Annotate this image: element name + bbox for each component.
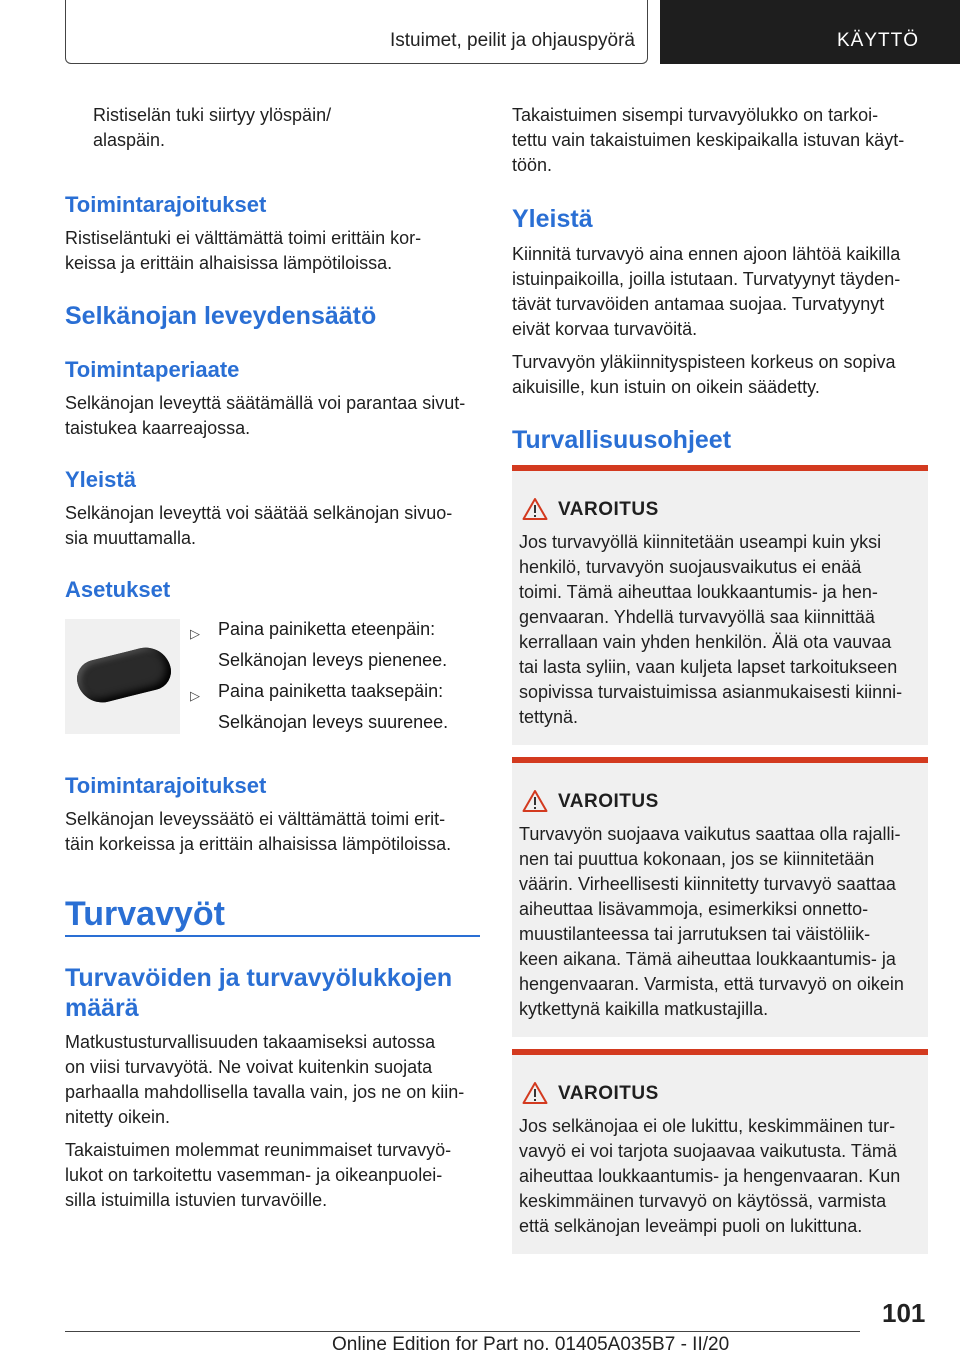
footer-rule [65, 1331, 860, 1332]
count-p1-line-3: parhaalla mahdollisella tavalla vain, jos ne on kiin- [65, 1082, 465, 1102]
warning-line: Turvavyön suojaava vaikutus saattaa olla rajalli- [519, 824, 901, 844]
intro-line-2: alaspäin. [93, 130, 166, 150]
warning-line: sopivissa turvaistuimissa asianmukaisesti kiinni- [519, 682, 903, 702]
warning-triangle-icon [522, 497, 548, 521]
general-left-line-1: Selkänojan leveyttä voi säätää selkänojan sivuo- [65, 503, 453, 523]
general-right-p1-line-4: eivät korvaa turvavöitä. [512, 319, 698, 339]
warning-body [519, 530, 924, 730]
right-intro-line-1: Takaistuimen sisempi turvavyölukko on tarkoi- [512, 105, 879, 125]
limits2-line-1: Selkänojan leveyssäätö ei välttämättä toimi erit- [65, 809, 446, 829]
page-number: 101 [882, 1298, 926, 1328]
general-right-p1-line-2: istuinpaikoilla, joilla istutaan. Turvatyynyt täyden- [512, 269, 901, 289]
right-intro-line-3: töön. [512, 155, 553, 175]
count-p2-line-1: Takaistuimen molemmat reunimmaiset turvavyö- [65, 1140, 452, 1160]
principle-line-2: taistukea kaarreajossa. [65, 418, 251, 438]
general-left-line-2: sia muuttamalla. [65, 528, 197, 548]
count-p1-line-1: Matkustusturvallisuuden takaamiseksi autossa [65, 1032, 436, 1052]
count-p2-line-2: lukot on tarkoitettu vasemman- ja oikeanpuolei- [65, 1165, 443, 1185]
general-right-p2-line-1: Turvavyön yläkiinnityspisteen korkeus on sopiva [512, 352, 896, 372]
general-right-p1-line-1: Kiinnitä turvavyö aina ennen ajoon lähtöä kaikilla [512, 244, 901, 264]
heading-general-right: Yleistä [512, 205, 593, 233]
adjust-button-icon [73, 642, 175, 707]
warning-line: aiheuttaa loukkaantumis- ja hengenvaaran. Kun [519, 1166, 901, 1186]
warning-line: hengenvaaran. Varmista, että turvavyö on oikein [519, 974, 904, 994]
warning-line: kerrallaan vain yhden henkilön. Älä ota vauvaa [519, 632, 892, 652]
heading-general-left: Yleistä [65, 467, 136, 492]
heading-seat-belts: Turvavyöt [65, 895, 225, 933]
header-section-box [65, 0, 648, 64]
warning-box-1 [512, 465, 928, 745]
heading-belt-count-line-2: määrä [65, 994, 139, 1022]
heading-safety: Turvallisuusohjeet [512, 426, 732, 454]
heading-principle: Toimintaperiaate [65, 357, 240, 382]
triangle-bullet-icon: ▷ [190, 688, 200, 703]
header-section-title: Istuimet, peilit ja ohjauspyörä [389, 30, 635, 51]
footer-edition: Online Edition for Part no. 01405A035B7 - II/20 [332, 1334, 730, 1355]
warning-line: toimi. Tämä aiheuttaa loukkaantumis- ja hen- [519, 582, 878, 602]
right-intro-line-2: tettu vain takaistuimen keskipaikalla istuvan käyt- [512, 130, 905, 150]
heading-limits-2: Toimintarajoitukset [65, 773, 267, 798]
warning-line: henkilö, turvavyön suojausvaikutus ei enää [519, 557, 862, 577]
backrest-width-button-image [65, 619, 180, 734]
warning-line: muustilanteessa tai jarrutuksen tai väistöliik- [519, 924, 871, 944]
warning-triangle-icon [522, 1081, 548, 1105]
warning-line: kytkettynä kaikilla matkustajilla. [519, 999, 769, 1019]
general-right-p2-line-2: aikuisille, kun istuin on oikein säädetty. [512, 377, 820, 397]
count-p1-line-4: nitetty oikein. [65, 1107, 171, 1127]
warning-body [519, 822, 924, 1022]
warning-line: aiheuttaa lisävammoja, esimerkiksi onnetto- [519, 899, 869, 919]
warning-title: VAROITUS [558, 499, 659, 520]
warning-box-2 [512, 757, 928, 1037]
limits1-line-2: keissa ja erittäin alhaisissa lämpötiloissa. [65, 253, 393, 273]
warning-line: keskimmäinen turvavyö on käytössä, varmista [519, 1191, 887, 1211]
warning-line: Jos selkänojaa ei ole lukittu, keskimmäinen tur- [519, 1116, 896, 1136]
warning-triangle-icon [522, 789, 548, 813]
warning-line: nen tai puuttua kokonaan, jos se kiinnitetään [519, 849, 875, 869]
intro-line-1: Ristiselän tuki siirtyy ylöspäin/ [93, 105, 332, 125]
heading-settings: Asetukset [65, 577, 171, 602]
warning-line: väärin. Virheellisesti kiinnitetty turvavyö saattaa [519, 874, 896, 894]
principle-line-1: Selkänojan leveyttä säätämällä voi parantaa sivut- [65, 393, 466, 413]
warning-line: genvaaran. Yhdellä turvavyöllä saa kiinnittää [519, 607, 875, 627]
heading-belt-count-line-1: Turvavöiden ja turvavyölukkojen [65, 964, 453, 992]
warning-line: tettynä. [519, 707, 579, 727]
count-p1-line-2: on viisi turvavyötä. Ne voivat kuitenkin suojata [65, 1057, 433, 1077]
warning-line: Jos turvavyöllä kiinnitetään useampi kuin yksi [519, 532, 882, 552]
general-right-p1-line-3: tävät turvavöiden antamaa suojaa. Turvatyynyt [512, 294, 885, 314]
heading-backrest-width: Selkänojan leveydensäätö [65, 302, 377, 330]
warning-title: VAROITUS [558, 791, 659, 812]
warning-line: keen aikana. Tämä aiheuttaa loukkaantumis- ja [519, 949, 896, 969]
warning-line: tai lasta syliin, vaan kuljeta lapset tarkoitukseen [519, 657, 898, 677]
warning-title: VAROITUS [558, 1083, 659, 1104]
header-chapter-tab: KÄYTTÖ [660, 0, 960, 64]
warning-body [519, 1114, 924, 1239]
triangle-bullet-icon: ▷ [190, 626, 200, 641]
limits2-line-2: täin korkeissa ja erittäin alhaisissa lämpötiloissa. [65, 834, 452, 854]
warning-line: vavyö ei voi tarjota suojaavaa vaikutusta. Tämä [519, 1141, 897, 1161]
limits1-line-1: Ristiseläntuki ei välttämättä toimi erittäin kor- [65, 228, 422, 248]
count-p2-line-3: silla istuimilla istuvien turvavöille. [65, 1190, 328, 1210]
heading-limits-1: Toimintarajoitukset [65, 192, 267, 217]
warning-box-3 [512, 1049, 928, 1254]
warning-line: että selkänojan leveämpi puoli on lukittuna. [519, 1216, 863, 1236]
heading-underline [65, 935, 480, 937]
